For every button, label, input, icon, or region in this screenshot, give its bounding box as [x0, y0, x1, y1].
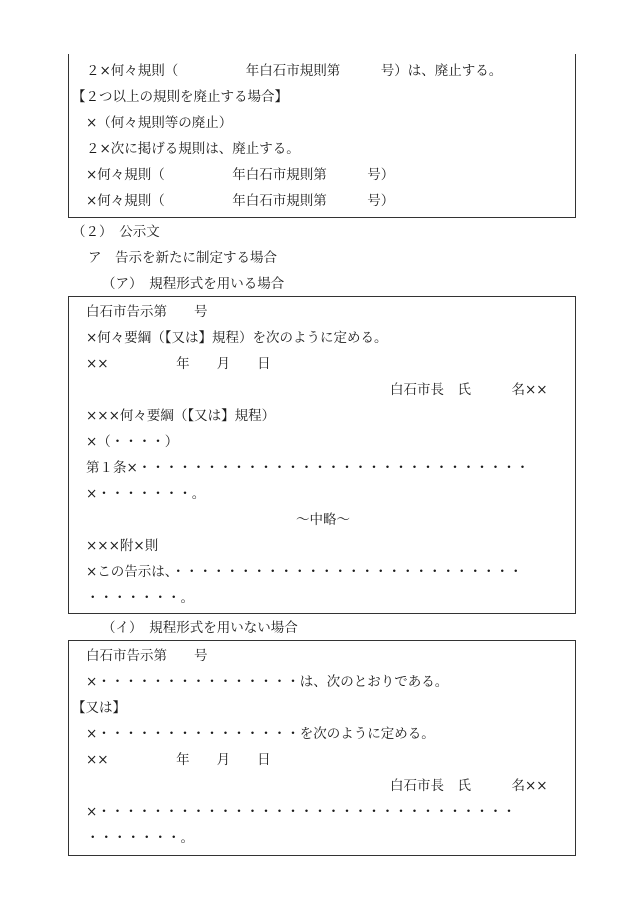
- article-1-continued: ×・・・・・・・。: [86, 486, 206, 502]
- notice-statement-line: ×・・・・・・・・・・・・・・・は、次のとおりである。: [86, 674, 449, 690]
- supplementary-text-continued: ・・・・・・・。: [86, 590, 194, 606]
- subheading-without-regulation-format: （イ） 規程形式を用いない場合: [102, 620, 298, 636]
- subheading-with-regulation-format: （ア） 規程形式を用いる場合: [102, 276, 285, 292]
- omission-marker: ～中略～: [296, 512, 350, 528]
- section-heading-public-notice: （２） 公示文: [72, 224, 160, 240]
- repeal-line-1: ２×何々規則（ 年白石市規則第 号）は、廃止する。: [86, 63, 503, 79]
- notice-date-2: ×× 年 月 日: [86, 752, 271, 768]
- notice-body-continued: ・・・・・・・。: [86, 830, 194, 846]
- supplementary-text: ×この告示は、・・・・・・・・・・・・・・・・・・・・・・・・・・: [86, 564, 523, 580]
- notice-date: ×× 年 月 日: [86, 356, 271, 372]
- repeal-line-5: ×何々規則（ 年白石市規則第 号）: [86, 193, 395, 209]
- notice-line-2: ×（・・・・）: [86, 434, 179, 450]
- repeal-line-3: ２×次に掲げる規則は、廃止する。: [86, 141, 300, 157]
- mayor-signature: 白石市長 氏 名××: [390, 382, 548, 398]
- supplementary-provisions: ×××附×則: [86, 538, 159, 554]
- multi-repeal-heading: 【２つ以上の規則を廃止する場合】: [72, 89, 288, 105]
- notice-number-2: 白石市告示第 号: [86, 648, 208, 664]
- article-1: 第１条×・・・・・・・・・・・・・・・・・・・・・・・・・・・・・: [86, 460, 530, 476]
- notice-line-1: ×何々要綱（【又は】規程）を次のように定める。: [86, 330, 388, 346]
- or-label: 【又は】: [72, 700, 126, 716]
- notice-number: 白石市告示第 号: [86, 304, 208, 320]
- regulation-title: ×××何々要綱（【又は】規程）: [86, 408, 276, 424]
- subheading-new-notice: ア 告示を新たに制定する場合: [88, 250, 277, 266]
- notice-body-line: ×・・・・・・・・・・・・・・・・・・・・・・・・・・・・・・・: [86, 804, 516, 820]
- repeal-line-4: ×何々規則（ 年白石市規則第 号）: [86, 167, 395, 183]
- repeal-line-2: ×（何々規則等の廃止）: [86, 115, 233, 131]
- notice-define-line: ×・・・・・・・・・・・・・・・を次のように定める。: [86, 726, 435, 742]
- mayor-signature-2: 白石市長 氏 名××: [390, 778, 548, 794]
